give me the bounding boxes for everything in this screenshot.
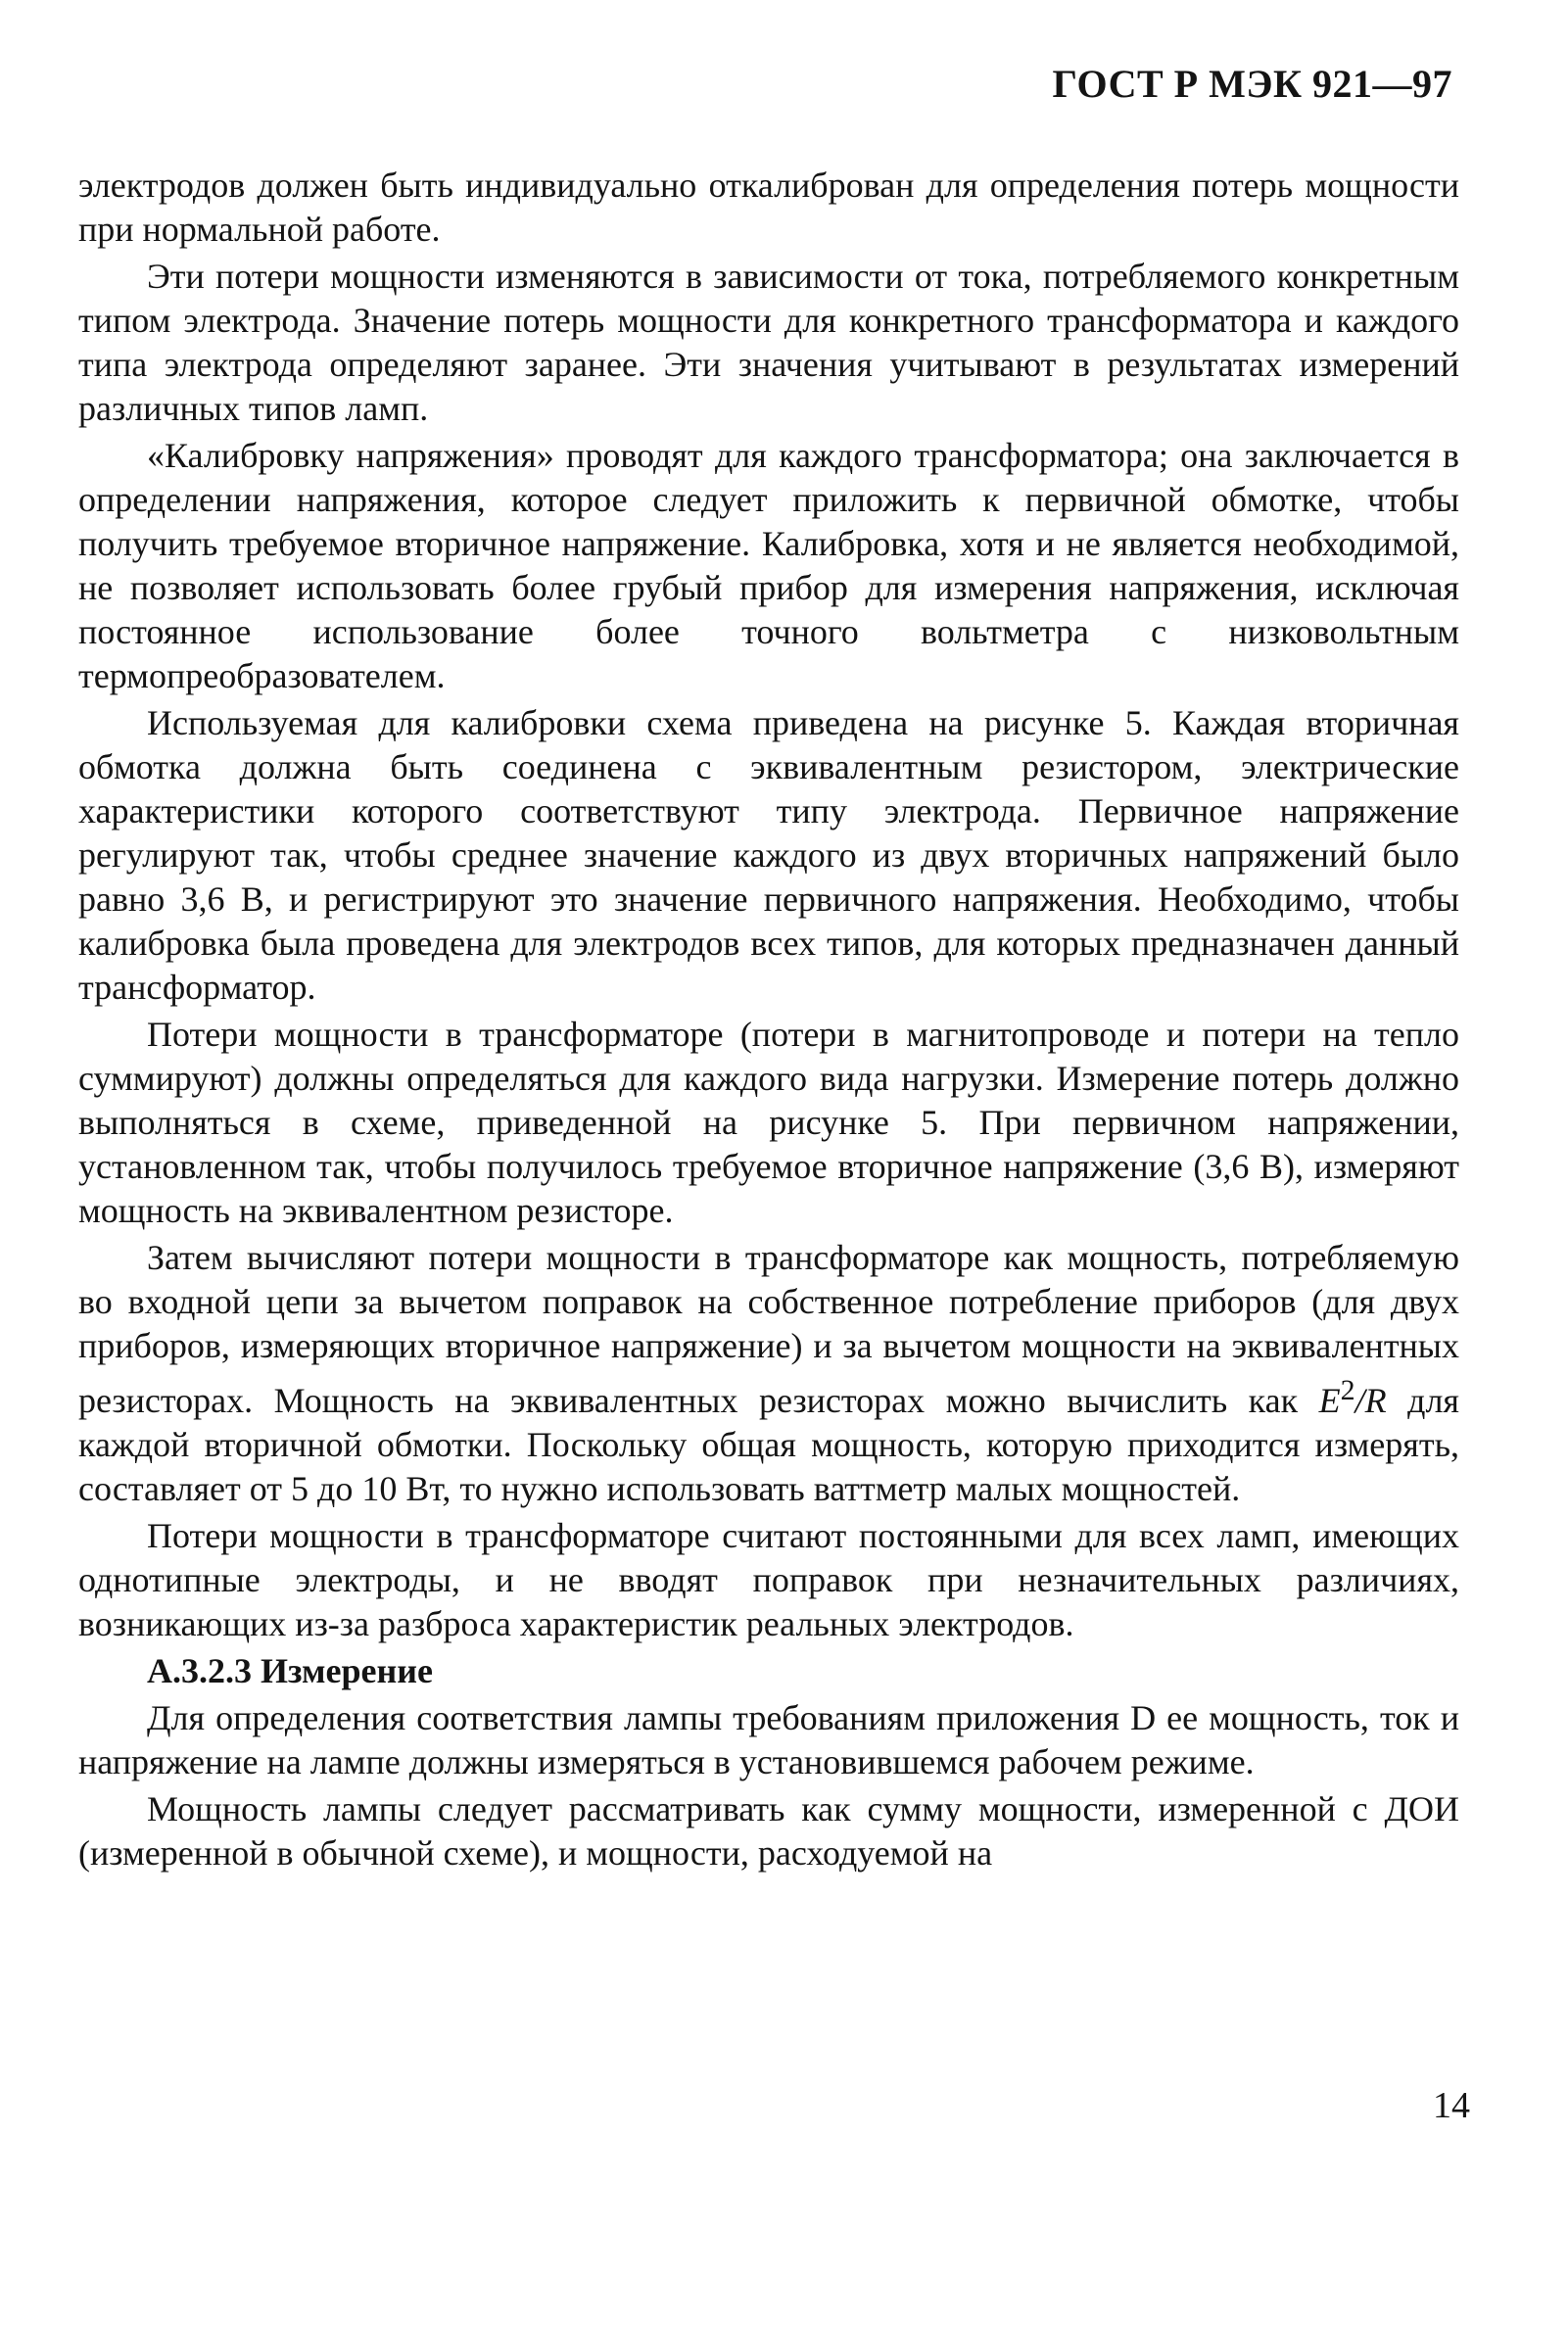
paragraph: Потери мощности в трансформаторе считают постоянными для всех ламп, имеющих однотипные электроды, и не вводят поправок при незначительных различиях, возникающих из-за разброса характеристик реальных электродов. (78, 1516, 1459, 1643)
formula-variable: E (1318, 1381, 1341, 1420)
document-body (78, 164, 1459, 1878)
paragraph-with-formula (78, 1236, 1459, 1511)
paragraph: Потери мощности в трансформаторе (потери в магнитопроводе и потери на тепло суммируют) должны определяться для каждого вида нагрузки. Измерение потерь должно выполняться в схеме, приведенной на рисунке 5. При первичном напряжении, установленном так, чтобы получилось требуемое вторичное напряжение (3,6 В), измеряют мощность на эквивалентном резисторе. (78, 1015, 1459, 1230)
paragraph-text: для каждой вторичной обмотки. Поскольку общая мощность, которую приходится измерять, составляет от 5 до 10 Вт, то нужно использовать ваттметр малых мощностей. (78, 1381, 1459, 1508)
formula (1318, 1374, 1387, 1420)
paragraph: Используемая для калибровки схема приведена на рисунке 5. Каждая вторичная обмотка должна быть соединена с эквивалентным резистором, электрические характеристики которого соответствуют типу электрода. Первичное напряжение регулируют так, чтобы среднее значение каждого из двух вторичных напряжений было равно 3,6 В, и регистрируют это значение первичного напряжения. Необходимо, чтобы калибровка была проведена для электродов всех типов, для которых предназначен данный трансформатор. (78, 703, 1459, 1007)
paragraph: Мощность лампы следует рассматривать как сумму мощности, измеренной с ДОИ (измеренной в обычной схеме), и мощности, расходуемой на (78, 1789, 1459, 1873)
section-heading: А.3.2.3 Измерение (147, 1651, 433, 1690)
formula-divisor: /R (1354, 1381, 1387, 1420)
paragraph: Эти потери мощности изменяются в зависимости от тока, потребляемого конкретным типом электрода. Значение потерь мощности для конкретного трансформатора и каждого типа электрода определяют заранее. Эти значения учитывают в результатах измерений различных типов ламп. (78, 257, 1459, 428)
formula-exponent: 2 (1340, 1374, 1355, 1406)
document-header: ГОСТ Р МЭК 921—97 (1052, 62, 1452, 106)
paragraph: Для определения соответствия лампы требованиям приложения D ее мощность, ток и напряжение на лампе должны измеряться в установившемся рабочем режиме. (78, 1698, 1459, 1781)
paragraph: электродов должен быть индивидуально откалиброван для определения потерь мощности при нормальной работе. (78, 166, 1459, 249)
paragraph-text: Затем вычисляют потери мощности в трансформаторе как мощность, потребляемую во входной цепи за вычетом поправок на собственное потребление приборов (для двух приборов, измеряющих вторичное напряжение) и за вычетом мощности на эквивалентных резисторах. Мощность на эквивалентных резисторах можно вычислить как (78, 1238, 1459, 1420)
paragraph: «Калибровку напряжения» проводят для каждого трансформатора; она заключается в определении напряжения, которое следует приложить к первичной обмотке, чтобы получить требуемое вторичное напряжение. Калибровка, хотя и не является необходимой, не позволяет использовать более грубый прибор для измерения напряжения, исключая постоянное использование более точного вольтметра с низковольтным термопреобразователем. (78, 436, 1459, 695)
page-number: 14 (1433, 2085, 1470, 2126)
